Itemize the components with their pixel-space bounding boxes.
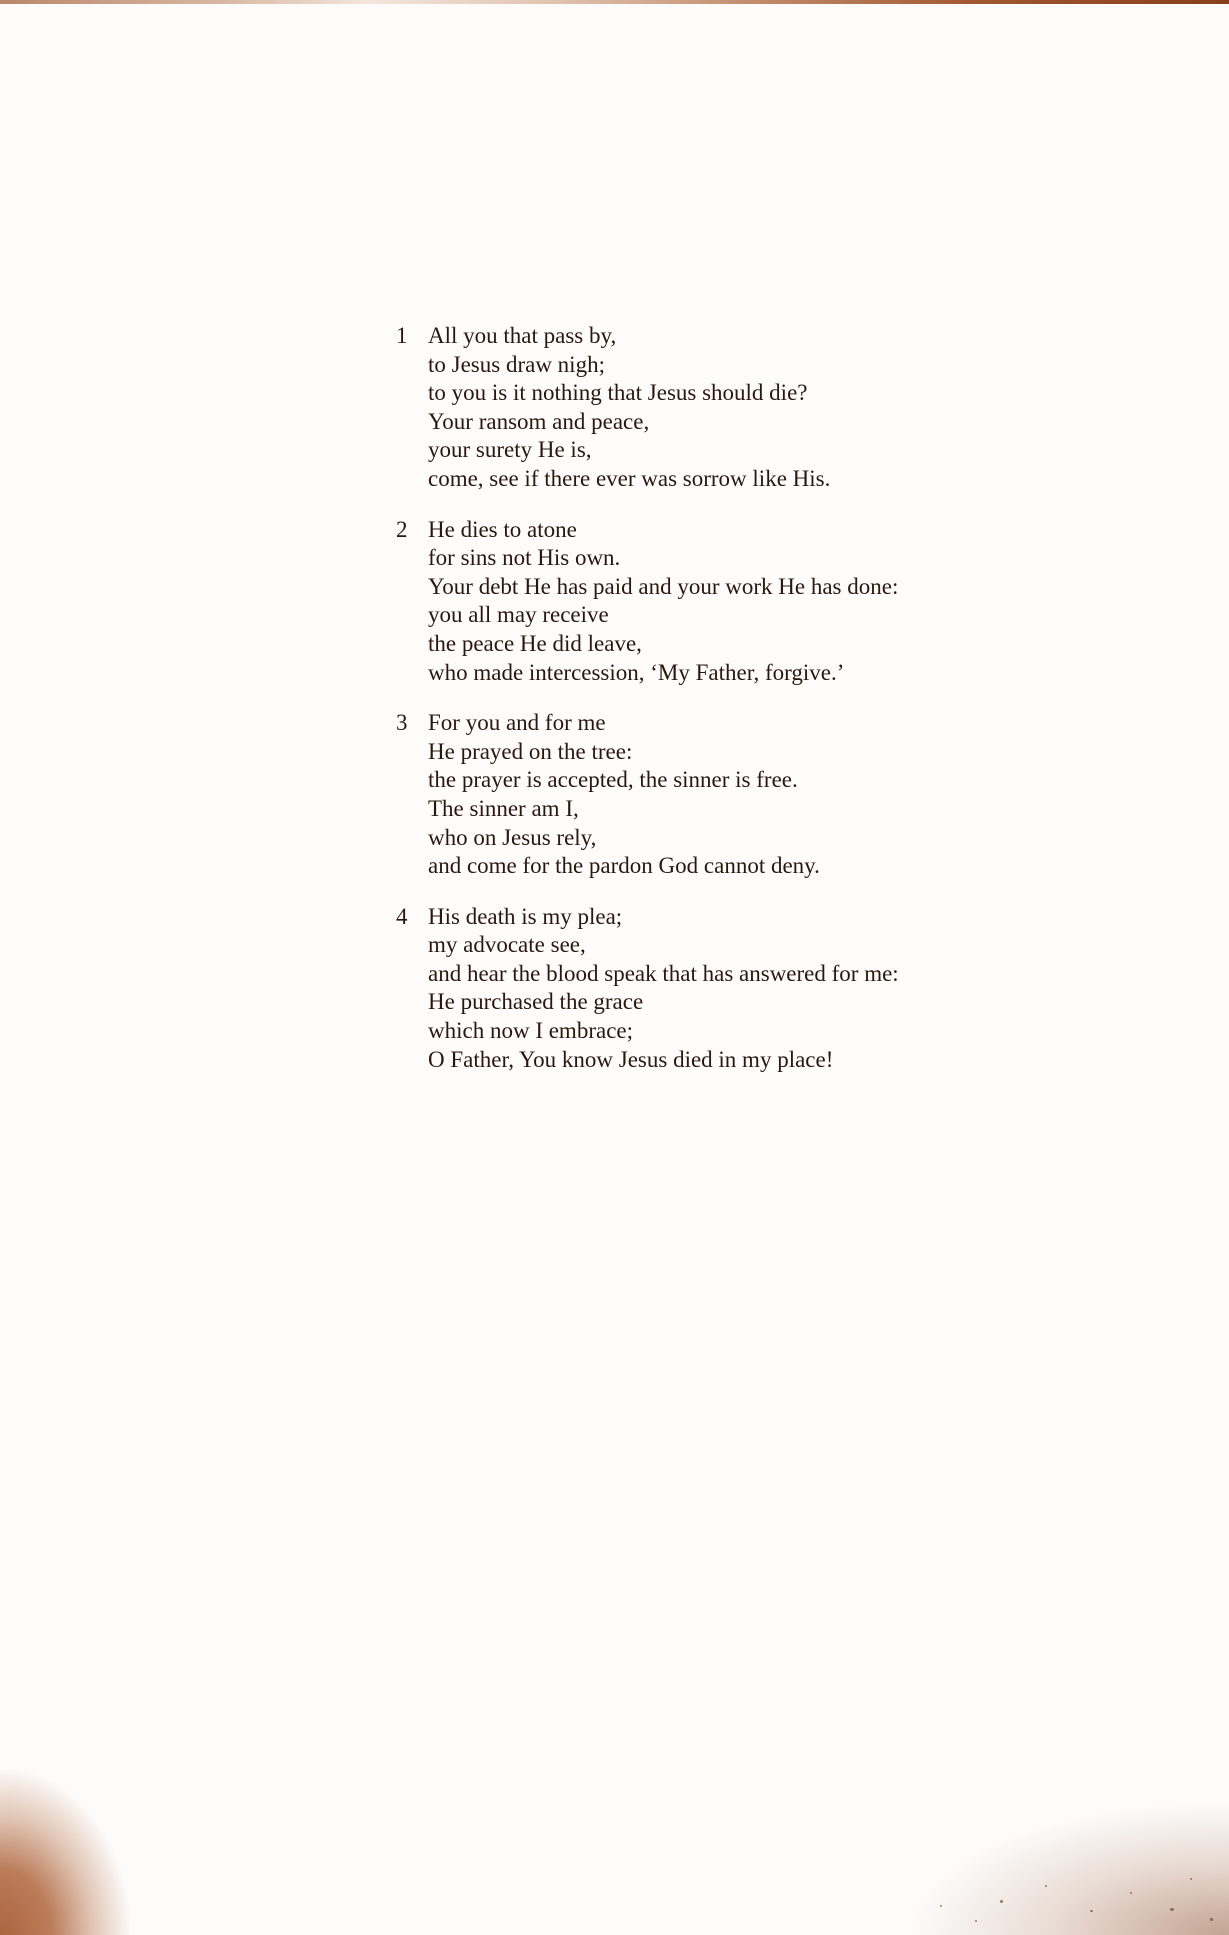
verse-line: He prayed on the tree:: [428, 738, 633, 764]
verse-line: and come for the pardon God cannot deny.: [428, 853, 820, 879]
page-top-edge: [0, 0, 1229, 4]
verse-line: Your debt He has paid and your work He has done:: [428, 573, 899, 599]
verse-lines: [428, 516, 1116, 688]
verse-line: you all may receive: [428, 602, 609, 628]
verse-line: who on Jesus rely,: [428, 824, 597, 850]
verse-line: the prayer is accepted, the sinner is free.: [428, 767, 798, 793]
verse-line: and hear the blood speak that has answered for me:: [428, 960, 899, 986]
verse-line: He purchased the grace: [428, 989, 644, 1015]
verse-line: my advocate see,: [428, 932, 586, 958]
verse-number: 1: [396, 323, 408, 348]
verse-line: which now I embrace;: [428, 1018, 634, 1044]
verse-line: for sins not His own.: [428, 545, 621, 571]
verse-line: All you that pass by,: [428, 323, 617, 348]
verse-3: [396, 709, 1116, 881]
verse-line: to Jesus draw nigh;: [428, 351, 605, 377]
verse-4: [396, 903, 1116, 1075]
verse-line: who made intercession, ‘My Father, forgive.’: [428, 659, 845, 685]
verse-line: For you and for me: [428, 710, 606, 736]
verse-line: O Father, You know Jesus died in my place!: [428, 1046, 834, 1072]
verse-lines: [428, 709, 1116, 881]
print-speckle-bottom-left: [0, 1770, 130, 1935]
verse-line: His death is my plea;: [428, 903, 623, 929]
hymn-text: [396, 322, 1116, 1096]
verse-number: 3: [396, 710, 408, 736]
verse-number: 4: [396, 903, 408, 929]
verse-line: He dies to atone: [428, 516, 577, 542]
verse-lines: [428, 903, 1116, 1075]
print-speckle-bottom-right: [880, 1790, 1229, 1935]
verse-2: [396, 516, 1116, 688]
verse-line: Your ransom and peace,: [428, 408, 650, 434]
verse-line: the peace He did leave,: [428, 630, 642, 656]
verse-number: 2: [396, 516, 408, 542]
verse-line: The sinner am I,: [428, 795, 579, 821]
verse-lines: [428, 322, 1116, 494]
verse-line: come, see if there ever was sorrow like His.: [428, 465, 831, 491]
verse-1: [396, 322, 1116, 494]
verse-line: to you is it nothing that Jesus should die?: [428, 380, 808, 406]
verse-line: your surety He is,: [428, 437, 592, 463]
